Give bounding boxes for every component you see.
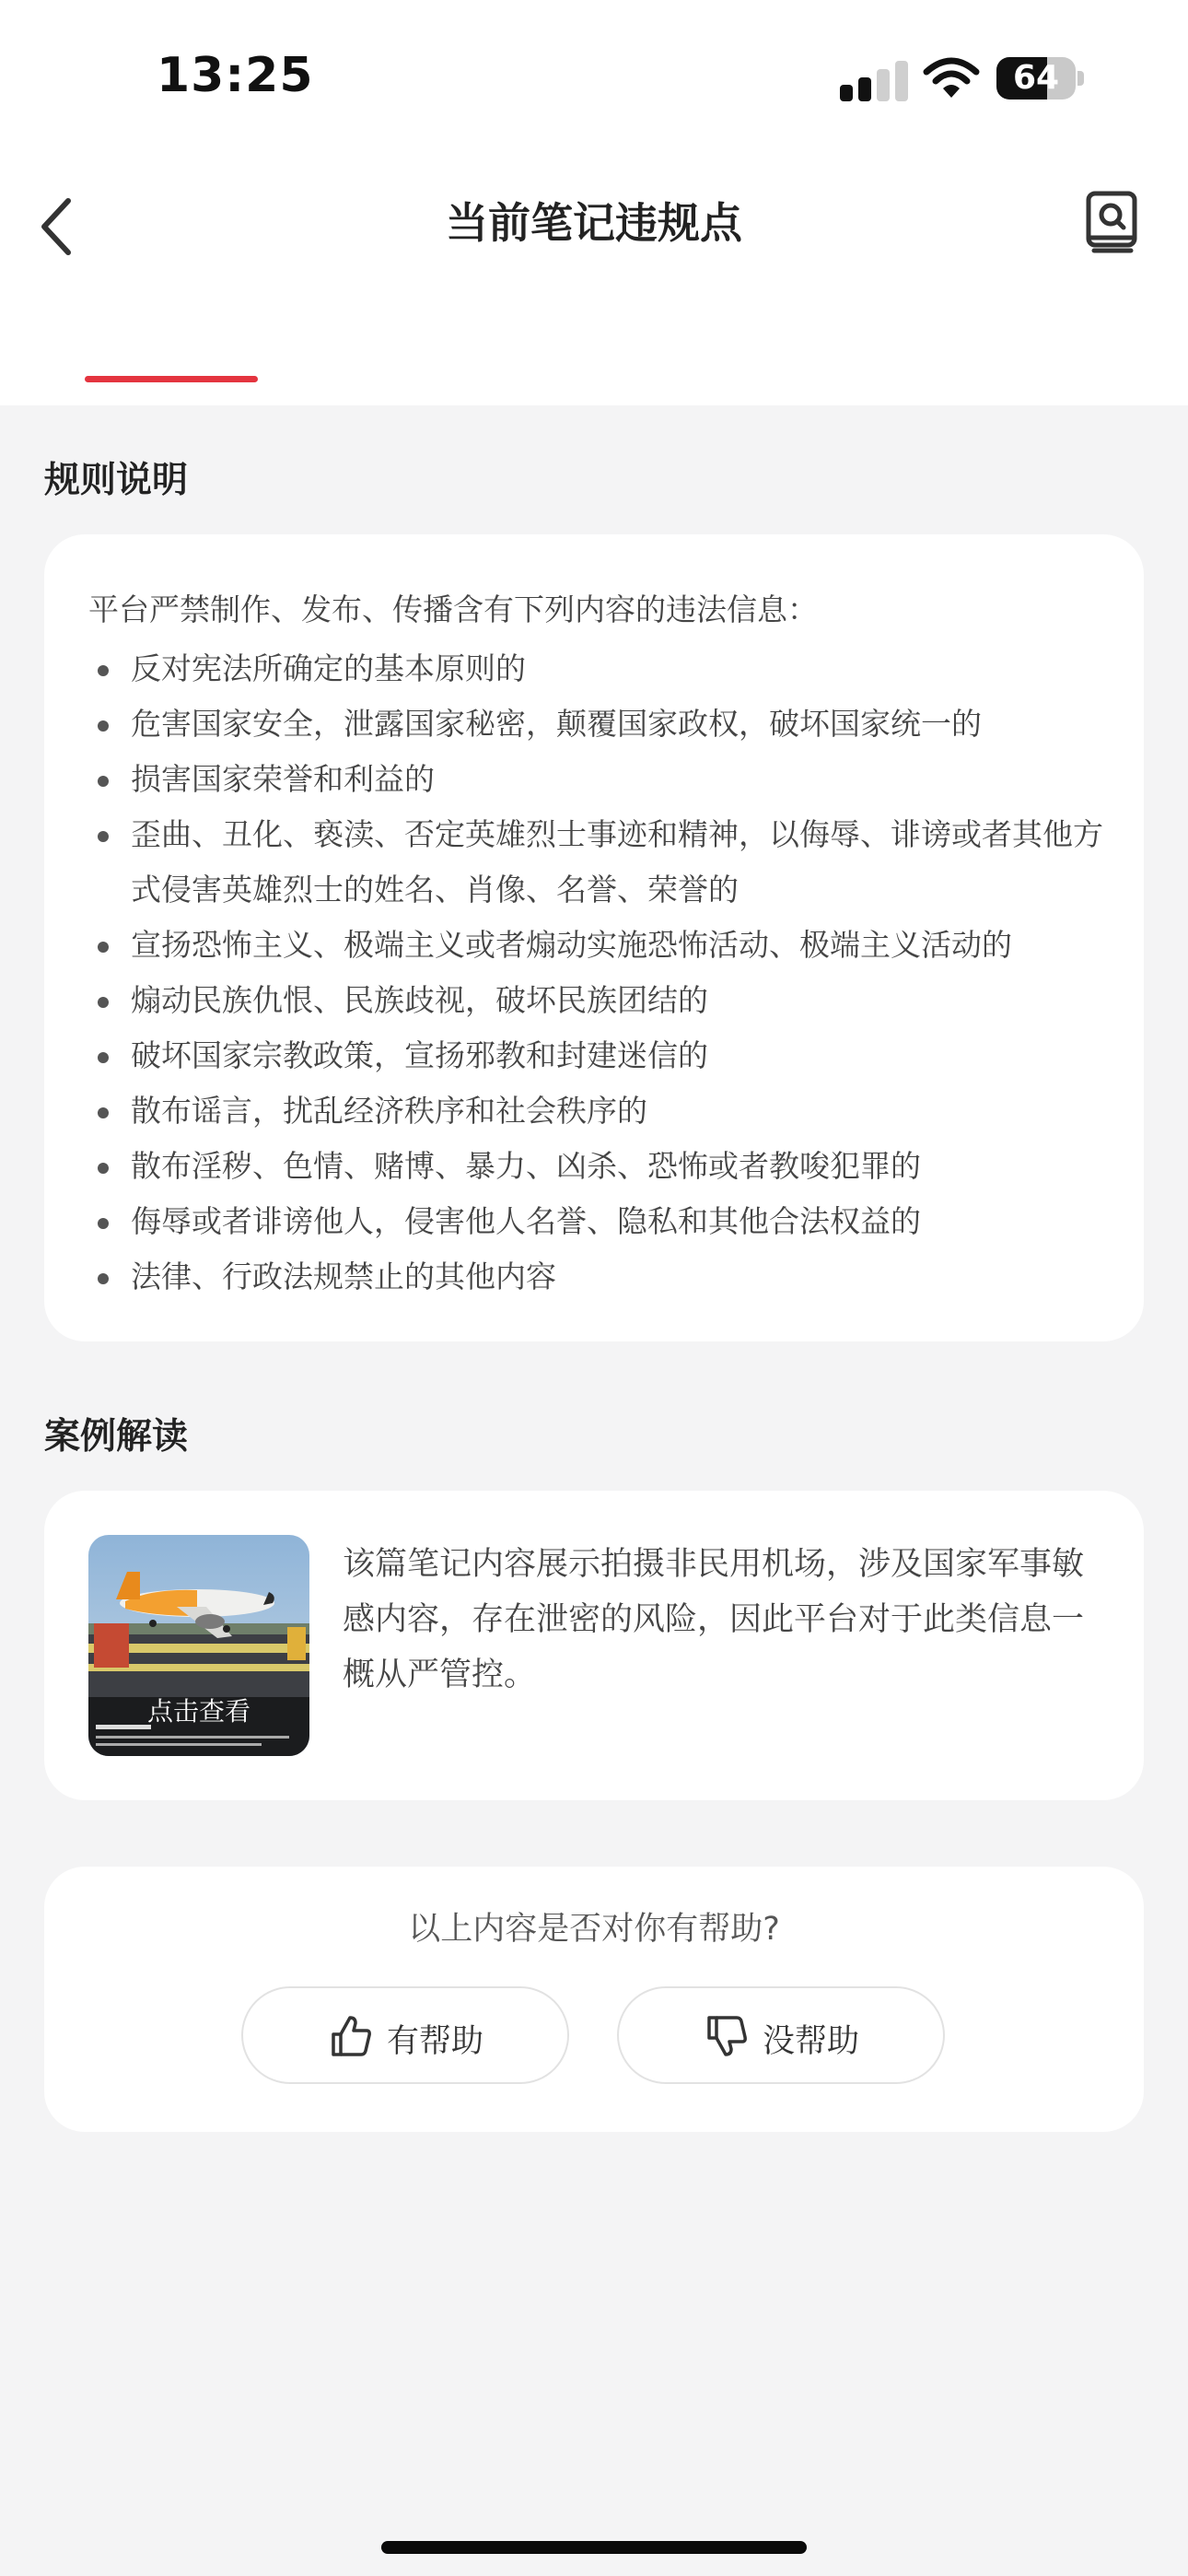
thumbs-up-icon xyxy=(330,2014,372,2058)
case-description: 该篇笔记内容展示拍摄非民用机场，涉及国家军事敏感内容，存在泄密的风险，因此平台对于此类信息一概从严管控。 xyxy=(343,1546,1085,1693)
thumbs-down-icon xyxy=(705,2014,748,2058)
status-time: 13:25 xyxy=(157,48,314,103)
rule-item: 危害国家安全，泄露国家秘密，颠覆国家政权，破坏国家统一的 xyxy=(88,697,1111,752)
rule-item: 煽动民族仇恨、民族歧视，破坏民族团结的 xyxy=(88,973,1111,1028)
rule-item: 散布谣言，扰乱经济秩序和社会秩序的 xyxy=(88,1083,1111,1139)
helpful-label: 有帮助 xyxy=(387,2023,484,2060)
rule-item: 歪曲、丑化、亵渎、否定英雄烈士事迹和精神，以侮辱、诽谤或者其他方式侵害英雄烈士的姓名、肖像、名誉、荣誉的 xyxy=(88,807,1111,918)
rule-item: 侮辱或者诽谤他人，侵害他人名誉、隐私和其他合法权益的 xyxy=(88,1194,1111,1249)
feedback-question: 以上内容是否对你有帮助? xyxy=(408,1911,780,1948)
rule-item: 宣扬恐怖主义、极端主义或者煽动实施恐怖活动、极端主义活动的 xyxy=(88,918,1111,973)
view-label: 点击查看 xyxy=(146,1696,250,1727)
helpful-button[interactable] xyxy=(241,1986,569,2084)
battery-percent: 64 xyxy=(1012,59,1060,97)
rules-heading: 规则说明 xyxy=(44,460,189,501)
case-thumbnail[interactable] xyxy=(88,1535,309,1756)
wifi-icon xyxy=(923,57,980,100)
page-title: 当前笔记违规点 xyxy=(446,198,742,248)
feedback-card xyxy=(44,1867,1144,2132)
signal-icon xyxy=(840,61,914,101)
rule-item: 散布淫秽、色情、赌博、暴力、凶杀、恐怖或者教唆犯罪的 xyxy=(88,1139,1111,1194)
unhelpful-label: 没帮助 xyxy=(763,2023,860,2060)
report-book-icon[interactable] xyxy=(1083,190,1140,254)
rules-list xyxy=(88,641,1111,1305)
rule-item: 破坏国家宗教政策，宣扬邪教和封建迷信的 xyxy=(88,1028,1111,1083)
case-heading: 案例解读 xyxy=(44,1416,189,1458)
rules-card xyxy=(44,534,1144,1341)
unhelpful-button[interactable] xyxy=(617,1986,945,2084)
battery-cap xyxy=(1077,71,1084,86)
rule-item: 法律、行政法规禁止的其他内容 xyxy=(88,1249,1111,1305)
battery-icon xyxy=(996,57,1076,100)
case-card xyxy=(44,1491,1144,1800)
home-indicator[interactable] xyxy=(381,2541,807,2554)
rule-item: 损害国家荣誉和利益的 xyxy=(88,752,1111,807)
rules-intro: 平台严禁制作、发布、传播含有下列内容的违法信息： xyxy=(88,591,818,627)
rule-item: 反对宪法所确定的基本原则的 xyxy=(88,641,1111,697)
active-tab-indicator xyxy=(85,376,258,382)
